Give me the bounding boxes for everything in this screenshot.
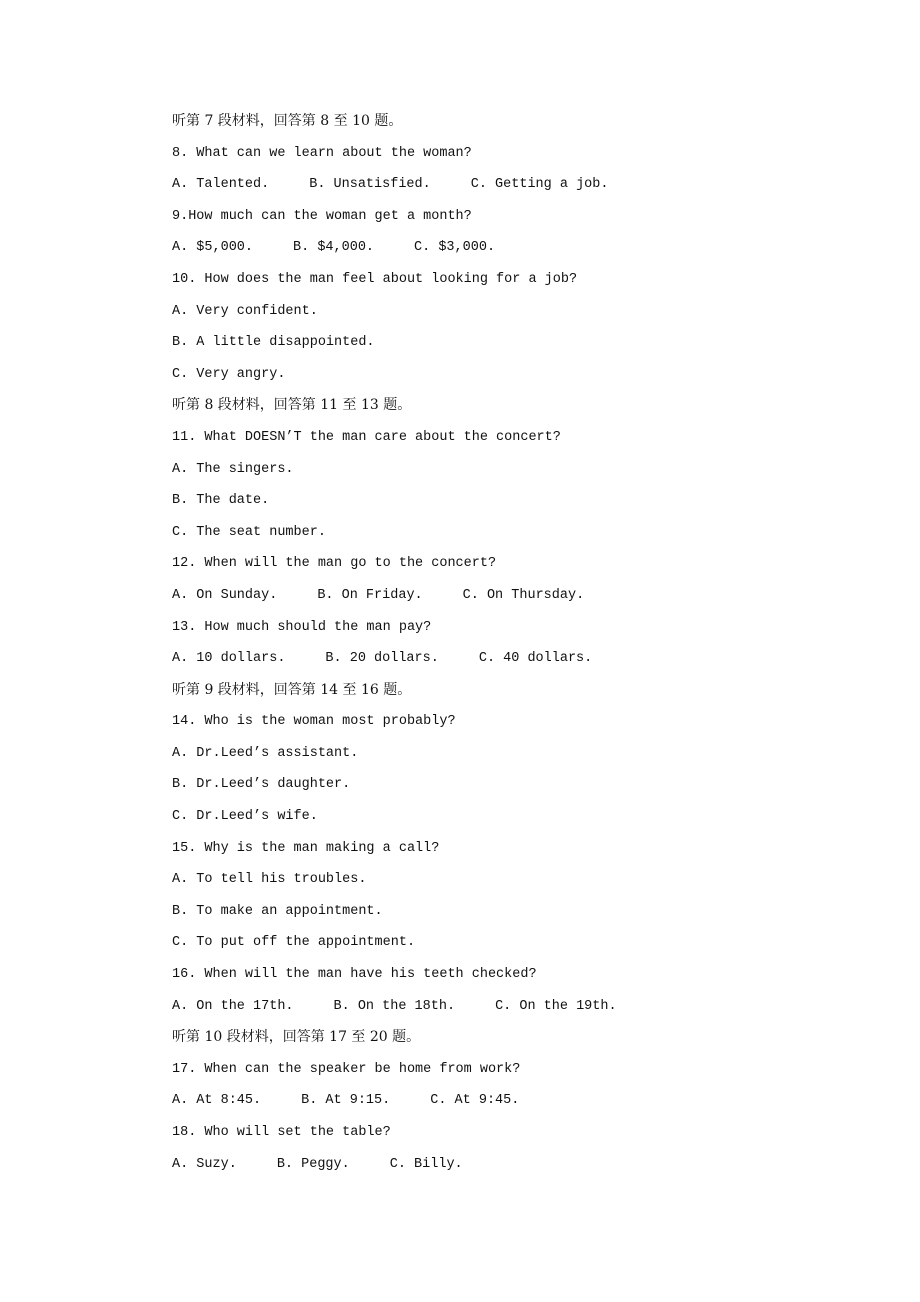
option-c: C. Dr.Leed’s wife. [172, 809, 318, 825]
option-c: C. Billy. [389, 1156, 463, 1172]
option-c: C. The seat number. [172, 524, 326, 540]
option-a: A. Dr.Leed’s assistant. [172, 745, 359, 761]
section-heading: 听第 9 段材料，回答第 14 至 16 题。 [172, 681, 412, 698]
section-heading: 听第 8 段材料，回答第 11 至 13 题。 [172, 397, 412, 414]
option-a: A. On the 17th. [172, 998, 294, 1014]
option-c: C. $3,000. [414, 240, 496, 256]
document-page [172, 106, 657, 1180]
option-a: A. $5,000. [172, 240, 254, 256]
option-c: C. Very angry. [172, 366, 286, 382]
option-a: A. Talented. [172, 177, 270, 193]
question: 10. How does the man feel about looking for a job? [172, 271, 578, 287]
question: 11. What DOESN’T the man care about the concert? [172, 429, 561, 445]
option-c: C. Getting a job. [470, 177, 609, 193]
option-b: B. $4,000. [293, 240, 375, 256]
question: 12. When will the man go to the concert? [172, 556, 497, 572]
question: 14. Who is the woman most probably? [172, 714, 456, 730]
option-b: B. Peggy. [276, 1156, 350, 1172]
options-row [172, 991, 657, 1023]
section-heading: 听第 7 段材料，回答第 8 至 10 题。 [172, 113, 403, 129]
options-row [172, 643, 657, 675]
section-heading: 听第 10 段材料，回答第 17 至 20 题。 [172, 1029, 421, 1046]
question: 17. When can the speaker be home from work? [172, 1061, 521, 1077]
options-row [172, 169, 657, 201]
option-c: C. On Thursday. [462, 587, 585, 603]
option-b: B. To make an appointment. [172, 903, 383, 919]
option-b: B. On the 18th. [333, 998, 456, 1014]
options-row [172, 1149, 657, 1181]
question: 13. How much should the man pay? [172, 619, 432, 635]
options-row [172, 232, 657, 264]
option-b: B. The date. [172, 493, 270, 509]
question: 15. Why is the man making a call? [172, 840, 440, 856]
options-row [172, 580, 657, 612]
option-a: A. On Sunday. [172, 587, 278, 603]
question: 9.How much can the woman get a month? [172, 208, 472, 224]
option-a: A. The singers. [172, 461, 294, 477]
question: 18. Who will set the table? [172, 1125, 391, 1140]
question: 8. What can we learn about the woman? [172, 145, 472, 161]
option-a: A. 10 dollars. [172, 651, 286, 667]
option-b: B. On Friday. [317, 587, 423, 603]
option-b: B. Dr.Leed’s daughter. [172, 777, 351, 793]
option-c: C. To put off the appointment. [172, 935, 416, 951]
option-a: A. To tell his troubles. [172, 872, 367, 888]
option-b: B. At 9:15. [301, 1093, 391, 1109]
option-c: C. On the 19th. [495, 998, 617, 1014]
option-b: B. 20 dollars. [325, 651, 439, 667]
question: 16. When will the man have his teeth checked? [172, 967, 537, 983]
option-b: B. Unsatisfied. [309, 177, 431, 193]
option-a: A. At 8:45. [172, 1093, 262, 1109]
option-c: C. At 9:45. [430, 1093, 520, 1109]
option-b: B. A little disappointed. [172, 335, 375, 351]
options-row [172, 1085, 657, 1117]
option-c: C. 40 dollars. [478, 651, 593, 667]
option-a: A. Suzy. [172, 1156, 237, 1172]
option-a: A. Very confident. [172, 303, 318, 319]
